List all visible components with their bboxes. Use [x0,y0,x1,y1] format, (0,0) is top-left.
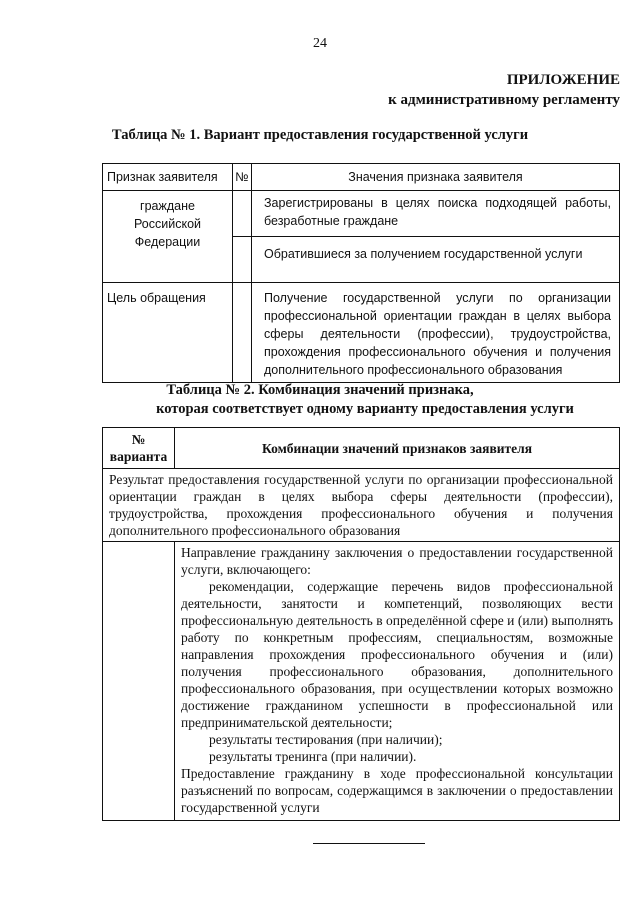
variant-paragraph-testing: результаты тестирования (при наличии); [209,732,443,747]
page-number: 24 [313,36,327,51]
table-cell-number [233,237,252,283]
table-cell-applicant-group: граждане Российской Федерации [103,191,233,283]
footer-divider [313,843,425,844]
table-cell-variant-number [103,542,175,821]
table-cell-value-registered: Зарегистрированы в целях поиска подходящей работы, безработные граждане [252,191,620,237]
table2-caption-line1: Таблица № 2. Комбинация значений признака, [166,382,474,398]
header-cell-number: № [233,164,252,191]
appendix-header [388,70,620,110]
table-cell-result: Результат предоставления государственной услуги по организации профессиональной ориентации граждан в целях выбора сферы деятельности (профессии), трудоустройства, прохождения профессионального обучения и получения дополнительного профессионального образования [103,469,620,542]
appendix-title: ПРИЛОЖЕНИЕ [506,72,620,88]
appendix-subtitle: к административному регламенту [388,92,620,108]
table2-caption [0,381,640,419]
table-cell-purpose: Цель обращения [103,283,233,383]
table1-caption: Таблица № 1. Вариант предоставления государственной услуги [111,127,529,143]
table2-caption-line2: которая соответствует одному варианту предоставления услуги [156,401,574,417]
variant-paragraph-conclusion: Направление гражданину заключения о предоставлении государственной услуги, включающего: [181,545,613,577]
variant-paragraph-consultation: Предоставление гражданину в ходе профессиональной консультации разъяснений по вопросам, содержащимся в заключении о предоставлении государственной услуги [181,766,613,815]
table-cell-number [233,283,252,383]
header-cell-values: Значения признака заявителя [252,164,620,191]
table-combination [102,427,620,821]
table-variant [102,163,620,383]
header-cell-combinations: Комбинации значений признаков заявителя [175,428,620,469]
header-cell-variant-number: № варианта [103,428,175,469]
variant-paragraph-recommendations: рекомендации, содержащие перечень видов профессиональной деятельности, занятости и компетенций, позволяющих вести профессиональную деятельность в определённой сфере и (или) выполнять работу по конкретным профессиям, специальностям, возможные направления прохождения профессионального обучения и (или) получения профессионального образования, дополнительного профессионального образования, при осуществлении которых возможно достижение гражданином успешности в профессиональной или предпринимательской деятельности; [181,579,613,730]
table-cell-variant-combination [175,542,620,821]
table-cell-value-purpose: Получение государственной услуги по организации профессиональной ориентации граждан в целях выбора сферы деятельности (профессии), трудоустройства, прохождения профессионального обучения и получения дополнительного профессионального образования [252,283,620,383]
header-cell-sign: Признак заявителя [103,164,233,191]
table-cell-number [233,191,252,237]
variant-paragraph-training: результаты тренинга (при наличии). [209,749,417,764]
table-cell-value-applied: Обратившиеся за получением государственной услуги [252,237,620,283]
